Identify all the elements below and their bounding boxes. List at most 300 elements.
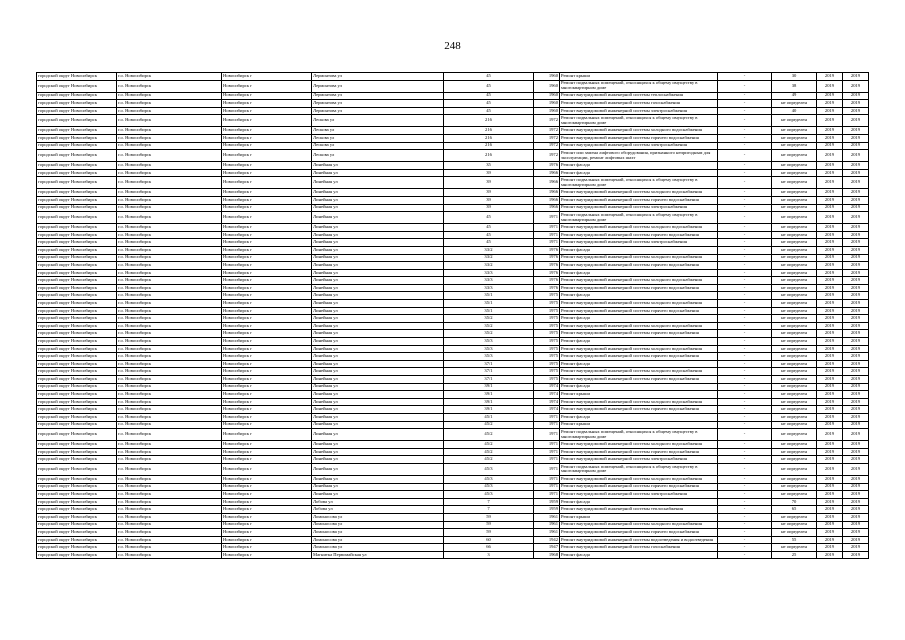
cell-settlement: Новосибирск г	[222, 307, 312, 315]
cell-street: Линейная ул	[312, 456, 444, 464]
cell-start-year: 2019	[817, 551, 843, 559]
cell-municipality: г.о. Новосибирск	[117, 360, 222, 368]
cell-district: городской округ Новосибирск	[37, 483, 117, 491]
cell-municipality: г.о. Новосибирск	[117, 115, 222, 127]
cell-volume: 55	[772, 536, 817, 544]
cell-start-year: 2019	[817, 262, 843, 270]
table-row	[37, 491, 869, 499]
cell-cost: -	[718, 330, 772, 338]
cell-start-year: 2019	[817, 204, 843, 212]
cell-year: 1966	[534, 169, 560, 177]
cell-start-year: 2019	[817, 246, 843, 254]
cell-street: Магнитка Первомайская ул	[312, 551, 444, 559]
cell-street: Линейная ул	[312, 338, 444, 346]
cell-start-year: 2019	[817, 506, 843, 514]
cell-start-year: 2019	[817, 353, 843, 361]
cell-end-year: 2019	[843, 127, 869, 135]
cell-volume: не определен	[772, 100, 817, 108]
cell-house: 35/1	[444, 292, 534, 300]
cell-street: Линейная ул	[312, 284, 444, 292]
cell-end-year: 2019	[843, 529, 869, 537]
cell-settlement: Новосибирск г	[222, 391, 312, 399]
cell-start-year: 2019	[817, 529, 843, 537]
cell-district: городской округ Новосибирск	[37, 315, 117, 323]
cell-municipality: г.о. Новосибирск	[117, 196, 222, 204]
cell-cost: -	[718, 134, 772, 142]
cell-work-type: Ремонт внутридомовой инженерной системы горячего водоснабжения	[560, 376, 718, 384]
table-row	[37, 239, 869, 247]
cell-volume: не определен	[772, 421, 817, 429]
cell-volume: не определен	[772, 315, 817, 323]
cell-house: 33/2	[444, 246, 534, 254]
cell-municipality: г.о. Новосибирск	[117, 406, 222, 414]
cell-year: 1971	[534, 483, 560, 491]
cell-work-type: Ремонт внутридомовой инженерной системы горячего водоснабжения	[560, 134, 718, 142]
cell-work-type: Ремонт внутридомовой инженерной системы теплоснабжения	[560, 92, 718, 100]
cell-start-year: 2019	[817, 73, 843, 81]
cell-municipality: г.о. Новосибирск	[117, 491, 222, 499]
cell-cost: -	[718, 224, 772, 232]
table-row	[37, 376, 869, 384]
cell-municipality: г.о. Новосибирск	[117, 277, 222, 285]
cell-cost: -	[718, 169, 772, 177]
cell-start-year: 2019	[817, 544, 843, 552]
cell-cost: -	[718, 269, 772, 277]
cell-end-year: 2019	[843, 107, 869, 115]
cell-work-type: Ремонт внутридомовой инженерной системы холодного водоснабжения	[560, 398, 718, 406]
cell-municipality: г.о. Новосибирск	[117, 127, 222, 135]
cell-street: Линейная ул	[312, 353, 444, 361]
cell-end-year: 2019	[843, 421, 869, 429]
cell-volume: не определен	[772, 254, 817, 262]
cell-municipality: г.о. Новосибирск	[117, 80, 222, 92]
cell-volume: не определен	[772, 398, 817, 406]
cell-end-year: 2019	[843, 115, 869, 127]
cell-end-year: 2019	[843, 150, 869, 162]
cell-volume: не определен	[772, 269, 817, 277]
cell-volume: не определен	[772, 491, 817, 499]
cell-work-type: Ремонт внутридомовой инженерной системы холодного водоснабжения	[560, 322, 718, 330]
cell-cost: -	[718, 115, 772, 127]
cell-volume: не определен	[772, 463, 817, 475]
cell-municipality: г.о. Новосибирск	[117, 441, 222, 449]
cell-cost: -	[718, 498, 772, 506]
cell-house: 35/3	[444, 353, 534, 361]
cell-start-year: 2019	[817, 360, 843, 368]
cell-municipality: г.о. Новосибирск	[117, 391, 222, 399]
table-row	[37, 224, 869, 232]
cell-start-year: 2019	[817, 376, 843, 384]
cell-settlement: Новосибирск г	[222, 162, 312, 170]
cell-cost: -	[718, 92, 772, 100]
cell-house: 45	[444, 224, 534, 232]
cell-street: Линейная ул	[312, 277, 444, 285]
cell-house: 60	[444, 536, 534, 544]
cell-street: Лескова ул	[312, 134, 444, 142]
cell-district: городской округ Новосибирск	[37, 73, 117, 81]
table-row	[37, 162, 869, 170]
cell-year: 1974	[534, 391, 560, 399]
cell-start-year: 2019	[817, 406, 843, 414]
cell-house: 33/3	[444, 269, 534, 277]
cell-year: 1976	[534, 284, 560, 292]
cell-settlement: Новосибирск г	[222, 150, 312, 162]
cell-district: городской округ Новосибирск	[37, 368, 117, 376]
cell-start-year: 2019	[817, 150, 843, 162]
cell-end-year: 2019	[843, 100, 869, 108]
cell-cost: -	[718, 127, 772, 135]
cell-work-type: Ремонт внутридомовой инженерной системы электроснабжения	[560, 239, 718, 247]
table-row	[37, 212, 869, 224]
cell-municipality: г.о. Новосибирск	[117, 398, 222, 406]
cell-cost: -	[718, 491, 772, 499]
cell-cost: -	[718, 150, 772, 162]
cell-street: Лескова ул	[312, 115, 444, 127]
cell-start-year: 2019	[817, 80, 843, 92]
table-row	[37, 448, 869, 456]
cell-street: Лермонтова ул	[312, 92, 444, 100]
cell-work-type: Ремонт фасада	[560, 360, 718, 368]
cell-settlement: Новосибирск г	[222, 368, 312, 376]
cell-house: 216	[444, 150, 534, 162]
cell-work-type: Ремонт крыши	[560, 513, 718, 521]
table-body	[37, 73, 869, 559]
cell-start-year: 2019	[817, 315, 843, 323]
cell-start-year: 2019	[817, 134, 843, 142]
cell-district: городской округ Новосибирск	[37, 498, 117, 506]
cell-house: 39	[444, 177, 534, 189]
cell-work-type: Ремонт фасада	[560, 169, 718, 177]
cell-district: городской округ Новосибирск	[37, 269, 117, 277]
cell-year: 1966	[534, 204, 560, 212]
cell-work-type: Ремонт крыши	[560, 391, 718, 399]
cell-cost: -	[718, 177, 772, 189]
cell-district: городской округ Новосибирск	[37, 421, 117, 429]
cell-settlement: Новосибирск г	[222, 536, 312, 544]
cell-work-type: Ремонт внутридомовой инженерной системы горячего водоснабжения	[560, 307, 718, 315]
cell-year: 1976	[534, 254, 560, 262]
cell-district: городской округ Новосибирск	[37, 169, 117, 177]
cell-work-type: Ремонт внутридомовой инженерной системы газоснабжения	[560, 544, 718, 552]
cell-volume: не определен	[772, 262, 817, 270]
cell-municipality: г.о. Новосибирск	[117, 506, 222, 514]
table-row	[37, 368, 869, 376]
cell-street: Линейная ул	[312, 196, 444, 204]
capital-repair-table	[36, 72, 869, 559]
cell-cost: -	[718, 254, 772, 262]
cell-street: Ломоносова ул	[312, 521, 444, 529]
cell-year: 1974	[534, 398, 560, 406]
cell-street: Линейная ул	[312, 406, 444, 414]
cell-cost: -	[718, 231, 772, 239]
cell-work-type: Ремонт фасада	[560, 498, 718, 506]
cell-house: 59	[444, 529, 534, 537]
cell-volume: не определен	[772, 521, 817, 529]
cell-settlement: Новосибирск г	[222, 463, 312, 475]
table-row	[37, 127, 869, 135]
table-row	[37, 429, 869, 441]
cell-municipality: г.о. Новосибирск	[117, 246, 222, 254]
cell-street: Ломоносова ул	[312, 536, 444, 544]
cell-cost: -	[718, 368, 772, 376]
cell-settlement: Новосибирск г	[222, 498, 312, 506]
cell-start-year: 2019	[817, 142, 843, 150]
cell-volume: не определен	[772, 134, 817, 142]
cell-cost: -	[718, 73, 772, 81]
table-row	[37, 421, 869, 429]
cell-start-year: 2019	[817, 368, 843, 376]
cell-start-year: 2019	[817, 322, 843, 330]
cell-end-year: 2019	[843, 292, 869, 300]
cell-settlement: Новосибирск г	[222, 491, 312, 499]
cell-cost: -	[718, 345, 772, 353]
cell-settlement: Новосибирск г	[222, 73, 312, 81]
table-row	[37, 353, 869, 361]
table-row	[37, 100, 869, 108]
cell-house: 45/2	[444, 448, 534, 456]
cell-start-year: 2019	[817, 441, 843, 449]
cell-district: городской округ Новосибирск	[37, 529, 117, 537]
cell-street: Линейная ул	[312, 239, 444, 247]
cell-house: 7	[444, 498, 534, 506]
cell-work-type: Ремонт фасада	[560, 162, 718, 170]
cell-street: Лескова ул	[312, 127, 444, 135]
cell-start-year: 2019	[817, 413, 843, 421]
cell-end-year: 2019	[843, 177, 869, 189]
cell-municipality: г.о. Новосибирск	[117, 330, 222, 338]
cell-year: 1971	[534, 448, 560, 456]
cell-street: Линейная ул	[312, 169, 444, 177]
cell-settlement: Новосибирск г	[222, 107, 312, 115]
cell-district: городской округ Новосибирск	[37, 338, 117, 346]
cell-street: Лескова ул	[312, 150, 444, 162]
cell-municipality: г.о. Новосибирск	[117, 254, 222, 262]
cell-end-year: 2019	[843, 498, 869, 506]
cell-street: Линейная ул	[312, 269, 444, 277]
cell-district: городской округ Новосибирск	[37, 544, 117, 552]
table-row	[37, 506, 869, 514]
cell-start-year: 2019	[817, 429, 843, 441]
cell-house: 45	[444, 92, 534, 100]
cell-end-year: 2019	[843, 189, 869, 197]
cell-year: 1968	[534, 551, 560, 559]
cell-start-year: 2019	[817, 292, 843, 300]
cell-volume: не определен	[772, 322, 817, 330]
cell-year: 1971	[534, 456, 560, 464]
cell-municipality: г.о. Новосибирск	[117, 483, 222, 491]
cell-end-year: 2019	[843, 376, 869, 384]
cell-cost: -	[718, 521, 772, 529]
cell-house: 216	[444, 115, 534, 127]
cell-cost: -	[718, 391, 772, 399]
cell-start-year: 2019	[817, 391, 843, 399]
cell-district: городской округ Новосибирск	[37, 441, 117, 449]
cell-municipality: г.о. Новосибирск	[117, 345, 222, 353]
cell-cost: -	[718, 246, 772, 254]
cell-district: городской округ Новосибирск	[37, 463, 117, 475]
table-row	[37, 330, 869, 338]
cell-cost: -	[718, 239, 772, 247]
cell-house: 39/1	[444, 398, 534, 406]
cell-cost: -	[718, 315, 772, 323]
cell-cost: -	[718, 529, 772, 537]
cell-end-year: 2019	[843, 162, 869, 170]
cell-volume: не определен	[772, 246, 817, 254]
cell-district: городской округ Новосибирск	[37, 429, 117, 441]
cell-street: Линейная ул	[312, 345, 444, 353]
cell-cost: -	[718, 544, 772, 552]
cell-settlement: Новосибирск г	[222, 224, 312, 232]
cell-house: 7	[444, 506, 534, 514]
cell-work-type: Ремонт внутридомовой инженерной системы холодного водоснабжения	[560, 475, 718, 483]
cell-municipality: г.о. Новосибирск	[117, 292, 222, 300]
cell-municipality: г.о. Новосибирск	[117, 100, 222, 108]
cell-settlement: Новосибирск г	[222, 406, 312, 414]
cell-work-type: Ремонт внутридомовой инженерной системы холодного водоснабжения	[560, 300, 718, 308]
cell-end-year: 2019	[843, 441, 869, 449]
table-row	[37, 142, 869, 150]
cell-settlement: Новосибирск г	[222, 544, 312, 552]
cell-district: городской округ Новосибирск	[37, 376, 117, 384]
cell-work-type: Ремонт или замена лифтового оборудования, признанного непригодным для эксплуатации, ремонт лифтовых шахт	[560, 150, 718, 162]
cell-volume: не определен	[772, 162, 817, 170]
cell-settlement: Новосибирск г	[222, 330, 312, 338]
cell-street: Линейная ул	[312, 491, 444, 499]
cell-municipality: г.о. Новосибирск	[117, 421, 222, 429]
cell-house: 45	[444, 100, 534, 108]
cell-end-year: 2019	[843, 491, 869, 499]
cell-end-year: 2019	[843, 353, 869, 361]
cell-start-year: 2019	[817, 483, 843, 491]
cell-end-year: 2019	[843, 330, 869, 338]
cell-house: 45/2	[444, 421, 534, 429]
cell-work-type: Ремонт внутридомовой инженерной системы горячего водоснабжения	[560, 330, 718, 338]
cell-work-type: Ремонт внутридомовой инженерной системы горячего водоснабжения	[560, 448, 718, 456]
cell-street: Линейная ул	[312, 224, 444, 232]
table-row	[37, 262, 869, 270]
cell-house: 39	[444, 189, 534, 197]
cell-end-year: 2019	[843, 239, 869, 247]
cell-volume: не определен	[772, 360, 817, 368]
cell-end-year: 2019	[843, 345, 869, 353]
cell-street: Линейная ул	[312, 383, 444, 391]
cell-start-year: 2019	[817, 521, 843, 529]
table-row	[37, 315, 869, 323]
cell-district: городской округ Новосибирск	[37, 391, 117, 399]
cell-house: 35/3	[444, 338, 534, 346]
cell-volume: не определен	[772, 529, 817, 537]
cell-municipality: г.о. Новосибирск	[117, 551, 222, 559]
cell-cost: -	[718, 142, 772, 150]
cell-year: 1975	[534, 300, 560, 308]
cell-district: городской округ Новосибирск	[37, 536, 117, 544]
table-row	[37, 177, 869, 189]
cell-house: 33/3	[444, 284, 534, 292]
cell-district: городской округ Новосибирск	[37, 521, 117, 529]
cell-district: городской округ Новосибирск	[37, 353, 117, 361]
cell-district: городской округ Новосибирск	[37, 92, 117, 100]
cell-start-year: 2019	[817, 300, 843, 308]
cell-work-type: Ремонт подвальных помещений, относящихся к общему имуществу в многоквартирном доме	[560, 115, 718, 127]
cell-settlement: Новосибирск г	[222, 115, 312, 127]
cell-district: городской округ Новосибирск	[37, 246, 117, 254]
cell-street: Линейная ул	[312, 300, 444, 308]
cell-end-year: 2019	[843, 284, 869, 292]
cell-volume: не определен	[772, 196, 817, 204]
cell-municipality: г.о. Новосибирск	[117, 544, 222, 552]
table-row	[37, 475, 869, 483]
cell-municipality: г.о. Новосибирск	[117, 107, 222, 115]
cell-year: 1971	[534, 224, 560, 232]
cell-street: Линейная ул	[312, 330, 444, 338]
cell-house: 59	[444, 513, 534, 521]
cell-end-year: 2019	[843, 483, 869, 491]
cell-municipality: г.о. Новосибирск	[117, 262, 222, 270]
cell-end-year: 2019	[843, 307, 869, 315]
cell-house: 45/2	[444, 429, 534, 441]
cell-municipality: г.о. Новосибирск	[117, 239, 222, 247]
cell-end-year: 2019	[843, 413, 869, 421]
cell-house: 45/3	[444, 475, 534, 483]
cell-volume: не определен	[772, 169, 817, 177]
cell-work-type: Ремонт внутридомовой инженерной системы водоотведения и водоотведения	[560, 536, 718, 544]
table-row	[37, 521, 869, 529]
cell-end-year: 2019	[843, 73, 869, 81]
cell-district: городской округ Новосибирск	[37, 345, 117, 353]
cell-settlement: Новосибирск г	[222, 441, 312, 449]
table-row	[37, 254, 869, 262]
cell-street: Линейная ул	[312, 189, 444, 197]
cell-end-year: 2019	[843, 448, 869, 456]
cell-cost: -	[718, 441, 772, 449]
cell-district: городской округ Новосибирск	[37, 491, 117, 499]
cell-cost: -	[718, 360, 772, 368]
cell-street: Линейная ул	[312, 376, 444, 384]
cell-settlement: Новосибирск г	[222, 127, 312, 135]
cell-street: Лобова ул	[312, 506, 444, 514]
cell-settlement: Новосибирск г	[222, 376, 312, 384]
cell-settlement: Новосибирск г	[222, 521, 312, 529]
cell-end-year: 2019	[843, 536, 869, 544]
cell-end-year: 2019	[843, 544, 869, 552]
cell-house: 39	[444, 204, 534, 212]
cell-end-year: 2019	[843, 521, 869, 529]
cell-municipality: г.о. Новосибирск	[117, 142, 222, 150]
table-row	[37, 231, 869, 239]
cell-district: городской округ Новосибирск	[37, 115, 117, 127]
cell-year: 1972	[534, 150, 560, 162]
cell-work-type: Ремонт внутридомовой инженерной системы электроснабжения	[560, 107, 718, 115]
cell-street: Линейная ул	[312, 441, 444, 449]
cell-year: 1975	[534, 376, 560, 384]
cell-street: Линейная ул	[312, 391, 444, 399]
table-row	[37, 80, 869, 92]
cell-end-year: 2019	[843, 322, 869, 330]
cell-settlement: Новосибирск г	[222, 134, 312, 142]
cell-municipality: г.о. Новосибирск	[117, 177, 222, 189]
cell-year: 1960	[534, 92, 560, 100]
cell-year: 1971	[534, 413, 560, 421]
cell-district: городской округ Новосибирск	[37, 196, 117, 204]
cell-municipality: г.о. Новосибирск	[117, 150, 222, 162]
cell-end-year: 2019	[843, 315, 869, 323]
cell-start-year: 2019	[817, 421, 843, 429]
cell-street: Линейная ул	[312, 315, 444, 323]
cell-settlement: Новосибирск г	[222, 177, 312, 189]
cell-street: Линейная ул	[312, 254, 444, 262]
cell-work-type: Ремонт внутридомовой инженерной системы холодного водоснабжения	[560, 277, 718, 285]
cell-start-year: 2019	[817, 338, 843, 346]
